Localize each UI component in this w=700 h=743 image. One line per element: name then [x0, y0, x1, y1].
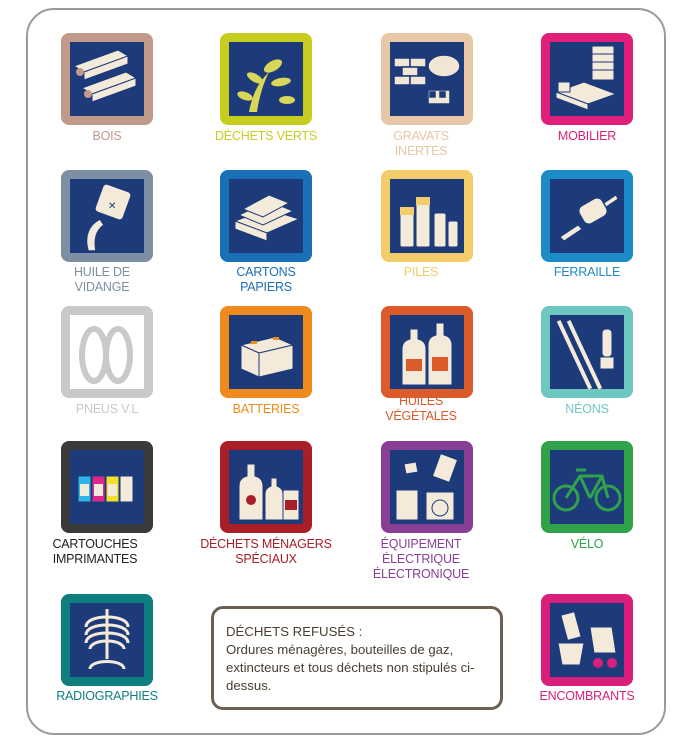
tile-pneus: [61, 306, 153, 398]
label-huile-vidange: HUILE DE VIDANGE: [73, 265, 131, 294]
tile-equipement-electrique: [381, 441, 473, 533]
tile-radiographies: [61, 594, 153, 686]
car-battery-icon: [229, 315, 303, 389]
bicycle-icon: [550, 450, 624, 524]
label-neons: NÉONS: [565, 402, 609, 416]
label-batteries: BATTERIES: [232, 402, 300, 416]
furniture-icon: [550, 42, 624, 116]
tyres-icon: [70, 315, 144, 389]
tile-velo: [541, 441, 633, 533]
neon-tubes-icon: [550, 315, 624, 389]
tile-piles: [381, 170, 473, 262]
tile-bois: [61, 33, 153, 125]
label-bois: BOIS: [92, 129, 122, 143]
label-cartons: CARTONS PAPIERS: [236, 265, 296, 294]
electronics-icon: [390, 450, 464, 524]
cardboard-icon: [229, 179, 303, 253]
label-mobilier: MOBILIER: [557, 129, 617, 143]
tile-huiles-vegetales: [381, 306, 473, 398]
label-radiographies: RADIOGRAPHIES: [56, 689, 158, 703]
wood-icon: [70, 42, 144, 116]
tile-gravats: [381, 33, 473, 125]
tile-batteries: [220, 306, 312, 398]
bulky-items-icon: [550, 603, 624, 677]
tile-cartouches: [61, 441, 153, 533]
tile-mobilier: [541, 33, 633, 125]
motor-oil-icon: [70, 179, 144, 253]
vegetable-oil-icon: [390, 315, 464, 389]
notice-title: DÉCHETS REFUSÉS :: [226, 624, 363, 639]
label-dechets-verts: DÉCHETS VERTS: [214, 129, 318, 143]
refused-waste-notice: [211, 606, 503, 710]
tile-ferraille: [541, 170, 633, 262]
label-pneus: PNEUS V.L: [75, 402, 139, 416]
tile-huile-vidange: [61, 170, 153, 262]
ink-cartridges-icon: [70, 450, 144, 524]
tile-dechets-verts: [220, 33, 312, 125]
label-encombrants: ENCOMBRANTS: [539, 689, 635, 703]
scrap-metal-icon: [550, 179, 624, 253]
label-huiles-vegetales: HUILES VÉGÉTALES: [385, 394, 457, 423]
svg-text:✕: ✕: [108, 201, 117, 212]
batteries-icon: [390, 179, 464, 253]
label-cartouches: CARTOUCHES IMPRIMANTES: [52, 537, 138, 566]
x-ray-icon: [70, 603, 144, 677]
label-gravats: GRAVATS INERTES: [393, 129, 449, 158]
label-ferraille: FERRAILLE: [553, 265, 621, 279]
rubble-icon: [390, 42, 464, 116]
label-piles: PILES: [403, 265, 439, 279]
label-dechets-menagers: DÉCHETS MÉNAGERS SPÉCIAUX: [200, 537, 332, 566]
tile-cartons: [220, 170, 312, 262]
notice-text: Ordures ménagères, bouteilles de gaz, extincteurs et tous déchets non stipulés ci-dessus.: [226, 642, 475, 693]
green-waste-icon: [229, 42, 303, 116]
tile-encombrants: [541, 594, 633, 686]
label-equipement-electrique: ÉQUIPEMENT ÉLECTRIQUE ÉLECTRONIQUE: [372, 537, 470, 581]
hazardous-waste-icon: [229, 450, 303, 524]
tile-neons: [541, 306, 633, 398]
tile-dechets-menagers: [220, 441, 312, 533]
label-velo: VÉLO: [570, 537, 604, 551]
